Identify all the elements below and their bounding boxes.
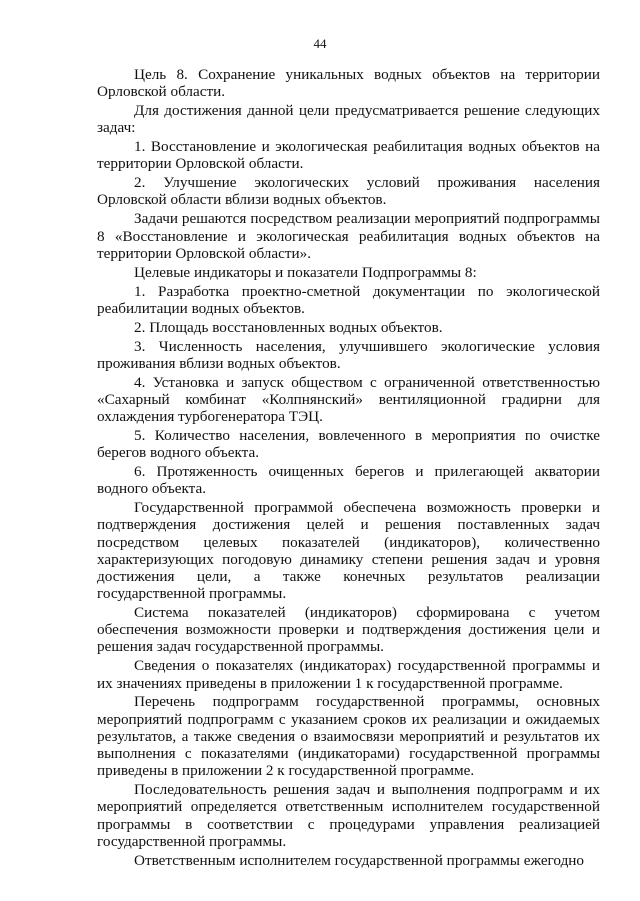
paragraph-indicator-2: 2. Площадь восстановленных водных объектов. [134, 318, 443, 336]
paragraph-indicator-4: 4. Установка и запуск обществом с ограниченной ответственностью «Сахарный комбинат «Колпнянский» вентиляционной градирни для охлаждения турбогенератора ТЭЦ. [97, 373, 600, 426]
paragraph-tasks-subprogram: Задачи решаются посредством реализации мероприятий подпрограммы 8 «Восстановление и экологическая реабилитация водных объектов на территории Орловской области». [97, 210, 600, 262]
paragraph-program-verification: Государственной программой обеспечена возможность проверки и подтверждения достижения целей и решения поставленных задач посредством целевых показателей (индикаторов), количественно характеризующих погодовую динамику степени решения задач и уровня достижения цели, а также конечных результатов реализации государственной программы. [97, 499, 600, 603]
document-body [97, 66, 600, 869]
paragraph-task-2: 2. Улучшение экологических условий проживания населения Орловской области вблизи водных объектов. [97, 174, 600, 209]
paragraph-tasks-intro: Для достижения данной цели предусматривается решение следующих задач: [97, 102, 600, 137]
paragraph-indicator-5: 5. Количество населения, вовлеченного в мероприятия по очистке берегов водного объекта. [97, 426, 600, 462]
paragraph-responsible-executor: Ответственным исполнителем государственной программы ежегодно [134, 851, 585, 869]
paragraph-indicator-info: Сведения о показателях (индикаторах) государственной программы и их значениях приведены в приложении 1 к государственной программе. [97, 657, 600, 692]
paragraph-indicator-3: 3. Численность населения, улучшившего экологические условия проживания вблизи водных объектов. [97, 337, 600, 372]
paragraph-indicator-system: Система показателей (индикаторов) сформирована с учетом обеспечения возможности проверки и подтверждения достижения цели и решения задач государственной программы. [97, 604, 600, 656]
paragraph-sequence: Последовательность решения задач и выполнения подпрограмм и их мероприятий определяется ответственным исполнителем государственной программы в соответствии с процедурами управления реализацией государственной программы. [97, 781, 600, 850]
paragraph-indicator-1: 1. Разработка проектно-сметной документации по экологической реабилитации водных объектов. [97, 282, 600, 317]
paragraph-task-1: 1. Восстановление и экологическая реабилитация водных объектов на территории Орловской области. [97, 138, 600, 173]
paragraph-indicators-heading: Целевые индикаторы и показатели Подпрограммы 8: [134, 263, 477, 281]
paragraph-goal-8: Цель 8. Сохранение уникальных водных объектов на территории Орловской области. [97, 66, 600, 101]
paragraph-subprogram-list: Перечень подпрограмм государственной программы, основных мероприятий подпрограмм с указанием сроков их реализации и ожидаемых результатов, а также сведения о взаимосвязи мероприятий и результатов их выполнения с показателями (индикаторами) государственной программы приведены в приложении 2 к государственной программе. [97, 693, 600, 780]
paragraph-indicator-6: 6. Протяженность очищенных берегов и прилегающей акватории водного объекта. [97, 463, 600, 498]
page-number: 44 [313, 36, 327, 51]
